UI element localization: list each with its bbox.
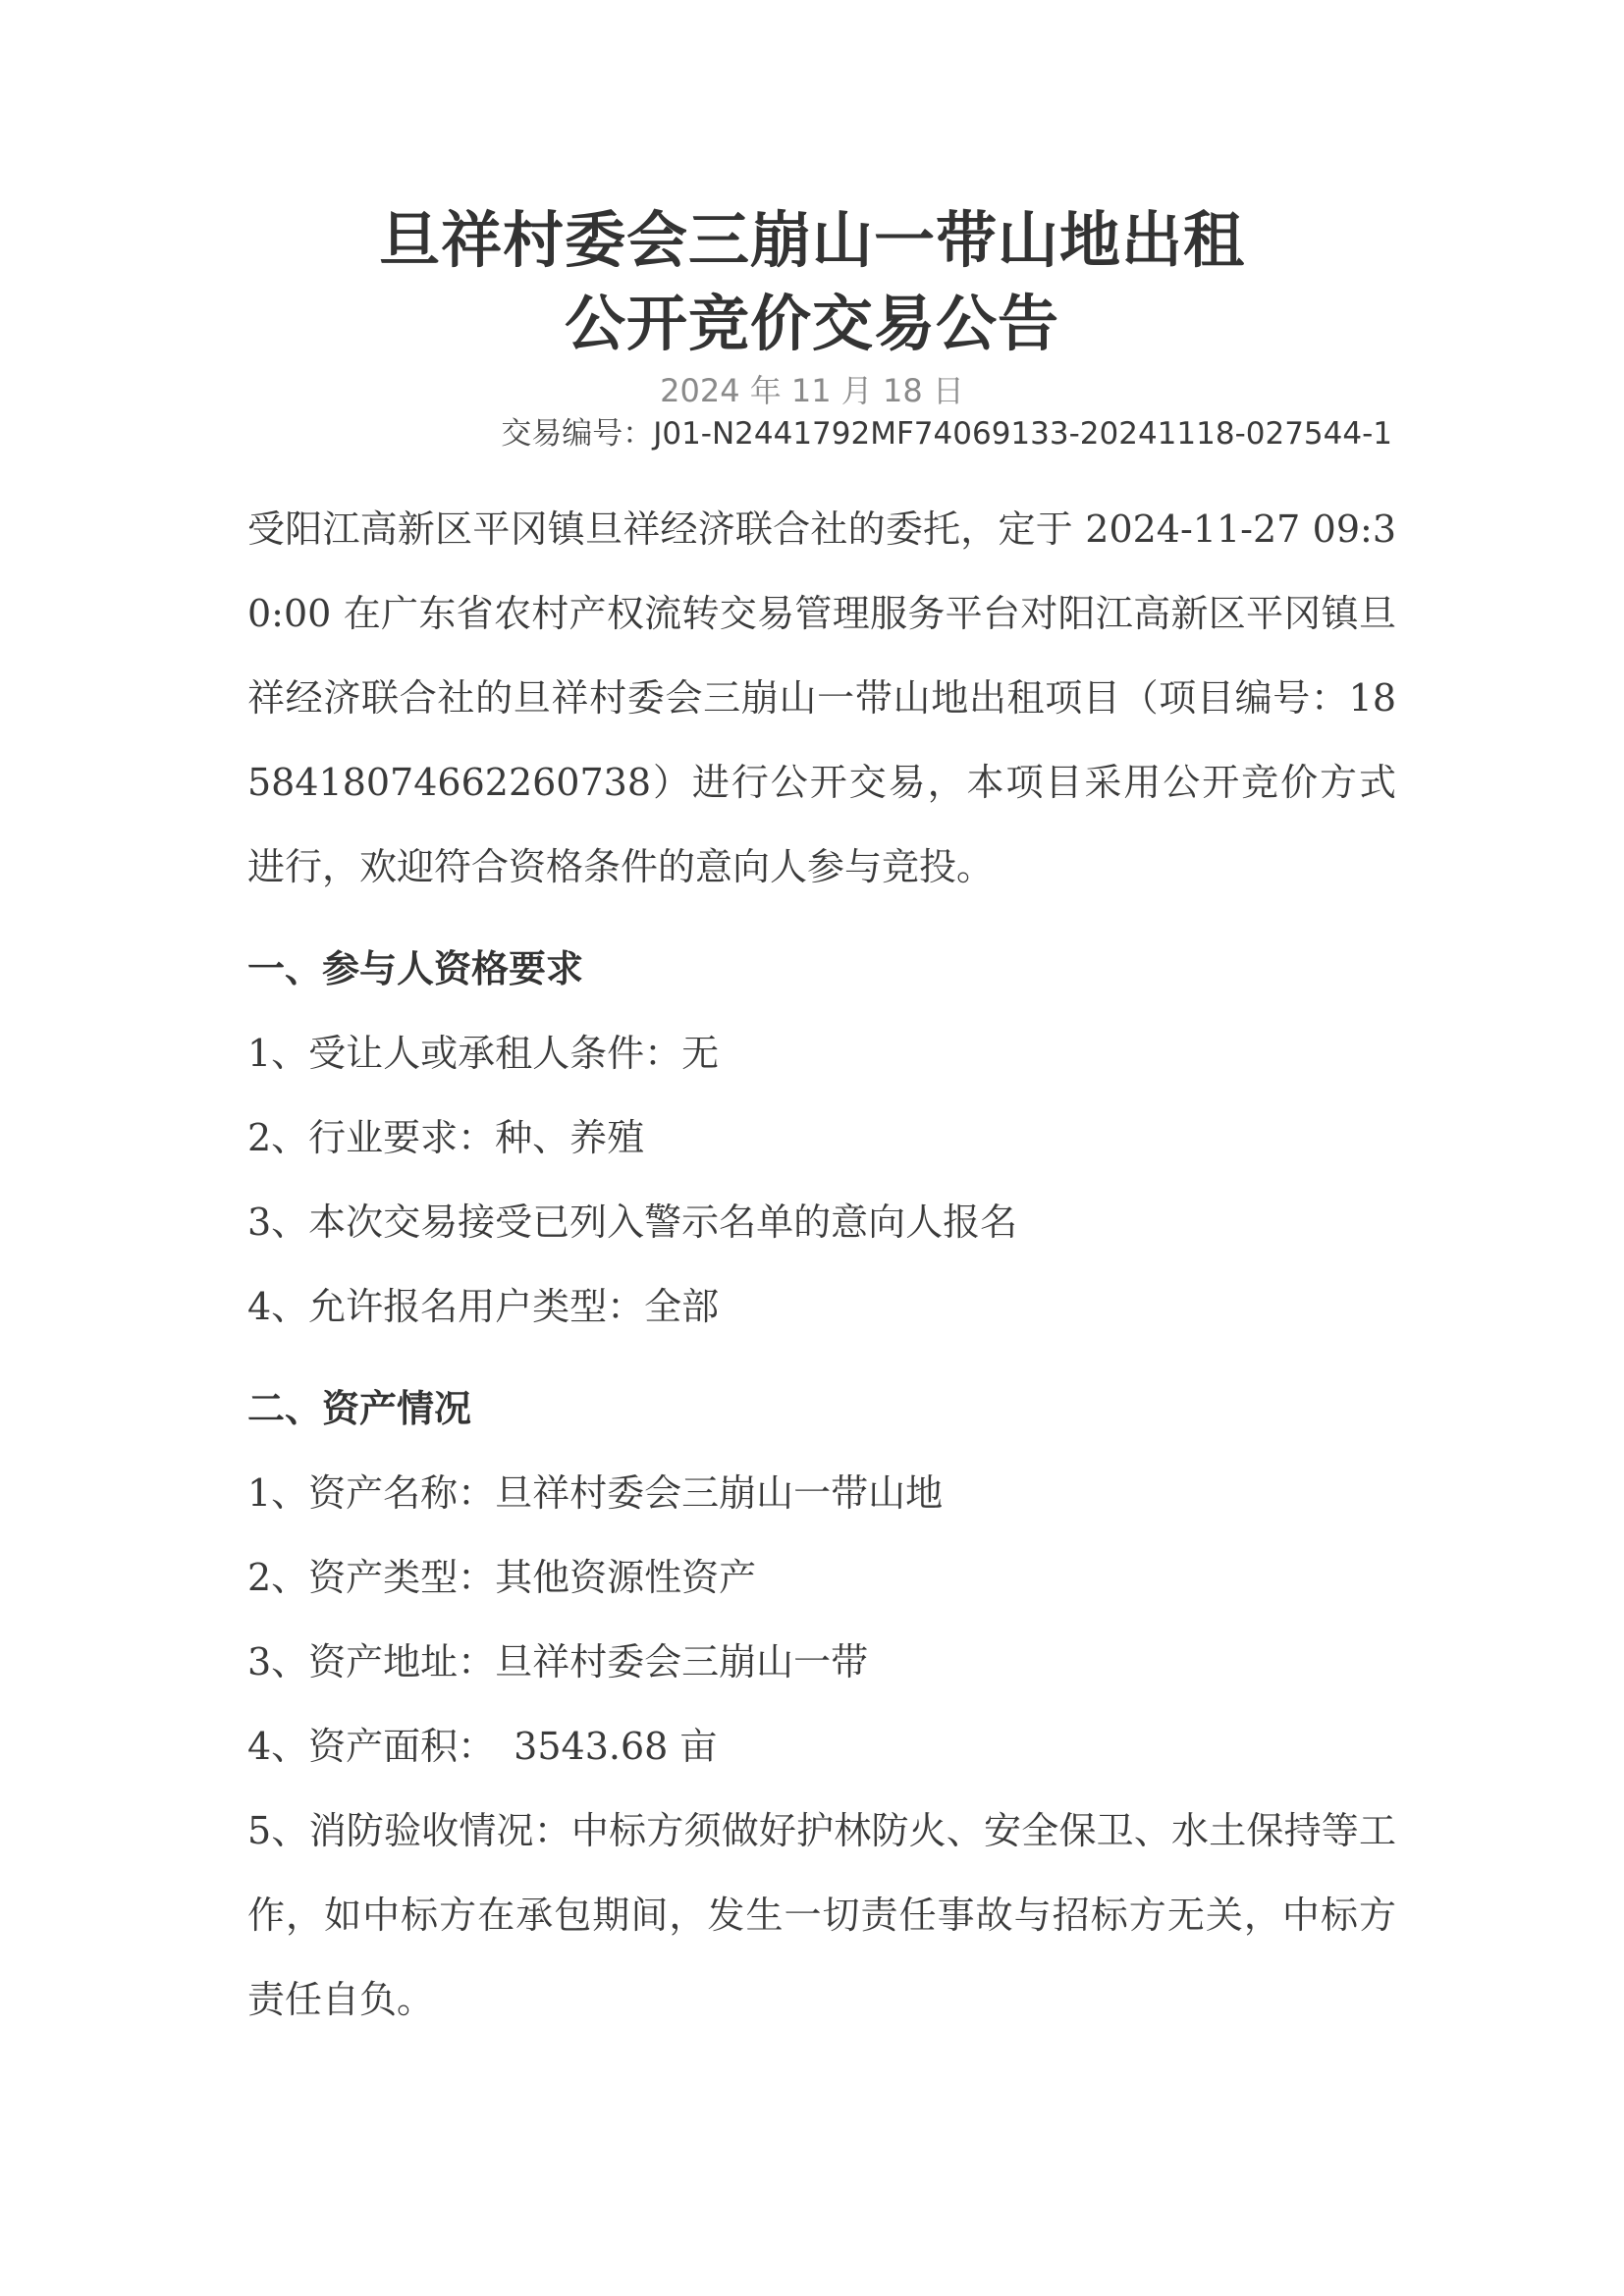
list-item: 3、本次交易接受已列入警示名单的意向人报名 [247, 1201, 1018, 1244]
section-asset-info [247, 1366, 1396, 2042]
section-heading: 一、参与人资格要求 [247, 947, 584, 990]
list-item: 2、行业要求：种、养殖 [247, 1116, 645, 1159]
trade-number [501, 412, 1392, 455]
list-item: 2、资产类型：其他资源性资产 [247, 1556, 757, 1599]
section-heading: 二、资产情况 [247, 1387, 472, 1430]
list-item: 3、资产地址：旦祥村委会三崩山一带 [247, 1640, 869, 1683]
document-title-line-2: 公开竞价交易公告 [564, 288, 1059, 359]
document-title-line-1: 旦祥村委会三崩山一带山地出租 [378, 204, 1245, 276]
intro-paragraph: 受阳江高新区平冈镇旦祥经济联合社的委托，定于 2024-11-27 09:30:00 在广东省农村产权流转交易管理服务平台对阳江高新区平冈镇旦祥经济联合社的旦祥村委会三崩山一带山地出租项目（项目编号：1858418074662260738）进行公开交易，本项目采用公开竞价方式进行，欢迎符合资格条件的意向人参与竞投。 [247, 507, 1396, 888]
list-item: 5、消防验收情况：中标方须做好护林防火、安全保卫、水土保持等工作，如中标方在承包期间，发生一切责任事故与招标方无关，中标方责任自负。 [247, 1809, 1396, 2021]
list-item: 1、资产名称：旦祥村委会三崩山一带山地 [247, 1471, 944, 1515]
list-item: 4、允许报名用户类型：全部 [247, 1285, 720, 1328]
list-item: 4、资产面积： 3543.68 亩 [247, 1725, 718, 1768]
announcement-date: 2024 年 11 月 18 日 [660, 372, 964, 409]
section-qualification [247, 927, 1396, 1349]
list-item: 1、受让人或承租人条件：无 [247, 1032, 720, 1075]
trade-number-value: J01-N2441792MF74069133-20241118-027544-1 [653, 416, 1392, 452]
document-body [247, 487, 1396, 2042]
trade-number-label: 交易编号： [501, 416, 654, 452]
